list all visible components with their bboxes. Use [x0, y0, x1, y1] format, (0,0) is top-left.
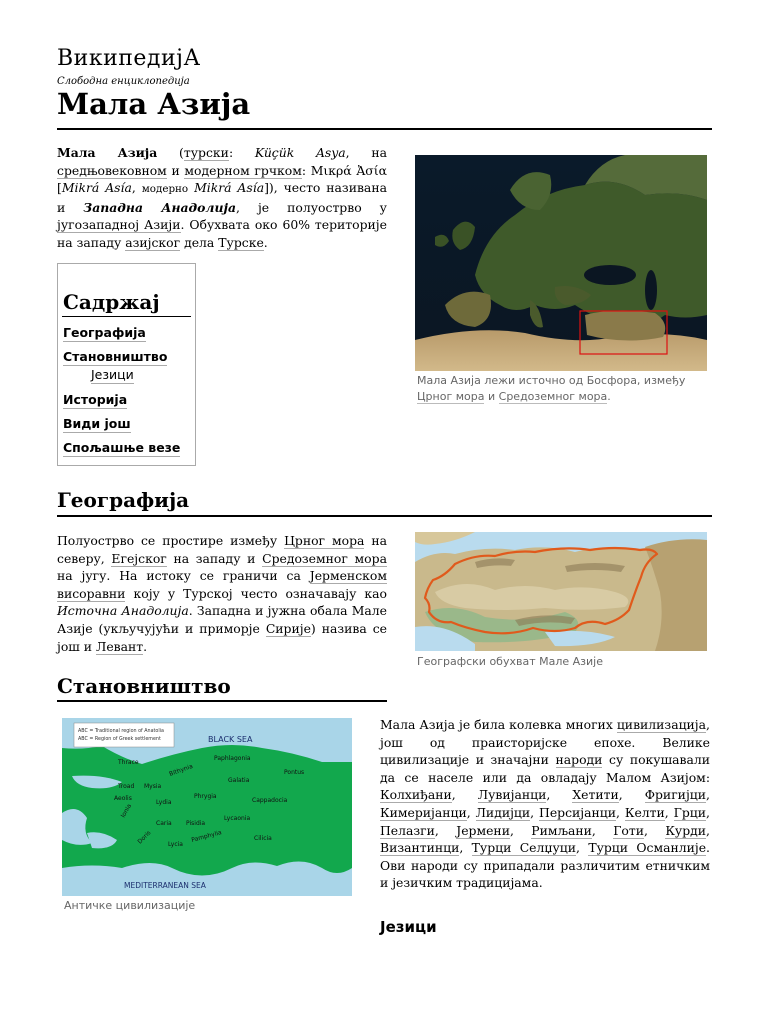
- link-people[interactable]: Римљани: [531, 822, 592, 838]
- map-region-label: Caria: [156, 820, 172, 827]
- separator: ,: [546, 787, 551, 803]
- greek-name: Μικρά Ἀσία: [310, 162, 387, 178]
- text: често називана и: [57, 180, 387, 215]
- separator: ,: [576, 840, 580, 856]
- link-turkish[interactable]: турски: [183, 145, 229, 160]
- toc-item-languages[interactable]: Језици: [91, 367, 134, 382]
- ancient-map-image[interactable]: [62, 718, 352, 896]
- toc-item-geography[interactable]: Географија: [63, 325, 146, 340]
- map-region-label: Cappadocia: [252, 797, 288, 804]
- intro-paragraph: Мала Азија (турски: Küçük Asya, на средњовековном и модерном грчком: Μικρά Ἀσία [Mikrá Asía, модерно Mikrá Asía]), често називана и Западна Анадолија, је полуострво у југозападној Азији. Обухвата око 60% територије на западу азијског дела Турске.: [57, 145, 387, 250]
- turkish-name: Küçük Asya: [254, 145, 346, 160]
- text: ) назива се још и: [57, 620, 387, 654]
- text: коју у Турској често означавају као: [133, 585, 387, 601]
- link-people[interactable]: Кимеријанци: [380, 804, 467, 820]
- link-modern-greek[interactable]: модерном грчком: [184, 162, 302, 178]
- text: Мала Азија је била колевка многих: [380, 717, 613, 732]
- link-civilizations[interactable]: цивилизација: [616, 717, 707, 732]
- text: , је полуострво у: [236, 199, 387, 215]
- map-region-label: Mysia: [144, 783, 162, 790]
- separator: ,: [616, 804, 620, 820]
- page-title: Мала Азија: [57, 87, 251, 121]
- link-asian[interactable]: азијског: [125, 234, 181, 250]
- toc-heading: Садржај: [63, 290, 160, 314]
- link-med-sea-2[interactable]: Средоземног мора: [262, 550, 387, 566]
- text: су покушавали да се населе или да овладају Малом Азијом:: [380, 752, 710, 785]
- separator: ,: [706, 822, 710, 838]
- toc-item-see-also[interactable]: Види још: [63, 416, 131, 431]
- population-paragraph: [380, 716, 710, 892]
- text: на западу и: [173, 550, 256, 566]
- link-people[interactable]: Келти: [624, 804, 665, 820]
- ancient-map-caption: Античке цивилизације: [64, 899, 196, 912]
- separator: ,: [644, 822, 648, 838]
- link-people[interactable]: Грци: [673, 804, 707, 820]
- link-black-sea[interactable]: Црног мора: [417, 390, 485, 403]
- link-people[interactable]: Курди: [665, 822, 707, 838]
- text: . Обухвата око 60% територије на западу: [57, 217, 387, 250]
- text: Полуострво се простире између: [57, 533, 278, 548]
- map-region-label: Pamphylia: [190, 829, 223, 844]
- text: .: [143, 638, 148, 654]
- link-people[interactable]: Турци Османлије: [588, 840, 707, 856]
- relief-map-image[interactable]: [415, 532, 707, 651]
- site-tagline: Слободна енциклопедија: [57, 76, 190, 87]
- map-region-label: Aeolis: [114, 795, 132, 802]
- east-anatolia: Источна Анадолија: [57, 603, 189, 619]
- anatolia-name: Западна Анадолија: [83, 199, 236, 215]
- map-region-label: Bithynia: [168, 762, 194, 778]
- europe-map-image[interactable]: [415, 155, 707, 371]
- link-peoples[interactable]: народи: [555, 752, 603, 768]
- separator: ,: [466, 804, 471, 820]
- link-syria[interactable]: Сирије: [265, 620, 311, 636]
- text: на југу. На истоку се граничи са: [57, 568, 301, 584]
- text: . Ови народи су припадали различитим етничким и језичким традицијама.: [380, 840, 710, 891]
- table-of-contents: [57, 263, 196, 466]
- text: Мала Азија лежи источно од Босфора, између: [417, 374, 686, 387]
- map-region-label: Cilicia: [254, 835, 272, 842]
- link-people[interactable]: Колхиђани: [380, 787, 452, 803]
- text: .: [607, 390, 611, 403]
- link-people[interactable]: Лувијанци: [477, 787, 547, 803]
- modern-label: модерно: [141, 183, 189, 196]
- section-heading-languages: Језици: [380, 918, 437, 936]
- map-region-label: Doris: [136, 829, 153, 846]
- map-region-label: Pisidia: [186, 820, 206, 827]
- text: и: [487, 390, 496, 403]
- link-people[interactable]: Јермени: [456, 822, 510, 838]
- map-legend-1: ABC = Traditional region of Anatolia: [78, 729, 164, 734]
- separator: ,: [664, 804, 669, 820]
- map-region-label: Troad: [118, 783, 135, 790]
- map-region-label: Thrace: [118, 759, 139, 766]
- geography-paragraph: [57, 532, 387, 655]
- separator: ,: [706, 787, 710, 803]
- text: на: [371, 145, 387, 160]
- link-aegean[interactable]: Егејског: [111, 550, 167, 566]
- map-region-label: Lycaonia: [224, 815, 251, 822]
- text: на северу,: [57, 533, 387, 566]
- text: и: [171, 162, 180, 178]
- map-black-sea-label: BLACK SEA: [208, 735, 253, 744]
- separator: ,: [618, 787, 623, 803]
- modern-translit: Mikrá Asía: [194, 180, 265, 196]
- population-rule: [57, 700, 387, 702]
- link-armenian-highlands[interactable]: Јерменском висоравни: [57, 568, 387, 601]
- link-people[interactable]: Фригијци: [644, 787, 707, 803]
- separator: ,: [509, 822, 514, 838]
- separator: ,: [459, 840, 464, 856]
- text: дела: [184, 234, 215, 250]
- link-sw-asia[interactable]: југозападној Азији: [57, 217, 181, 233]
- link-people[interactable]: Лидијци: [475, 804, 531, 820]
- map-region-label: Lydia: [156, 799, 172, 806]
- link-people[interactable]: Византинци: [380, 840, 460, 856]
- section-heading-geography: Географија: [57, 488, 190, 512]
- link-turkey[interactable]: Турске: [218, 234, 264, 250]
- intro-term: Мала Азија: [57, 145, 158, 160]
- link-people[interactable]: Готи: [613, 822, 644, 838]
- map-region-label: Ionia: [119, 802, 134, 819]
- separator: ,: [706, 804, 710, 820]
- link-people[interactable]: Персијанци: [539, 804, 616, 820]
- map-region-label: Galatia: [228, 777, 250, 784]
- map-region-label: Phrygia: [194, 793, 217, 800]
- text: , још од праисторијске епохе. Велике цивилизације и значајни: [380, 717, 710, 768]
- toc-item-history[interactable]: Историја: [63, 392, 128, 407]
- link-black-sea-2[interactable]: Црног мора: [284, 533, 365, 548]
- toc-item-external-links[interactable]: Спољашње везе: [63, 440, 181, 455]
- map-med-sea-label: MEDITERRANEAN SEA: [124, 881, 206, 890]
- separator: ,: [530, 804, 535, 820]
- toc-item-population[interactable]: Становништво: [63, 349, 168, 364]
- relief-map-caption: Географски обухват Мале Азије: [417, 655, 603, 668]
- title-rule: [57, 128, 712, 130]
- link-people[interactable]: Турци Селџуци: [471, 840, 577, 856]
- site-wordmark[interactable]: ВикипедијА: [57, 46, 201, 71]
- text: . Западна и јужна обала Мале Азије (укључујући и приморје: [57, 603, 388, 636]
- map-region-label: Lycia: [168, 841, 183, 848]
- map-region-label: Pontus: [284, 769, 305, 776]
- separator: ,: [451, 787, 456, 803]
- link-people[interactable]: Пелазги: [380, 822, 435, 838]
- link-people[interactable]: Хетити: [572, 787, 619, 803]
- europe-map-caption: [417, 373, 709, 405]
- link-levant[interactable]: Левант: [95, 638, 144, 654]
- link-med-sea[interactable]: Средоземног мора: [498, 390, 608, 403]
- toc-rule: [62, 316, 191, 317]
- map-region-label: Paphlagonia: [214, 755, 251, 762]
- link-medieval-greek[interactable]: средњовековном: [57, 162, 167, 178]
- separator: ,: [434, 822, 439, 838]
- map-legend-2: ABC = Region of Greek settlement: [78, 737, 161, 742]
- section-heading-population: Становништво: [57, 674, 231, 698]
- separator: ,: [591, 822, 596, 838]
- greek-translit: Mikrá Asía: [61, 180, 132, 196]
- geography-rule: [57, 515, 712, 517]
- text: .: [263, 234, 268, 250]
